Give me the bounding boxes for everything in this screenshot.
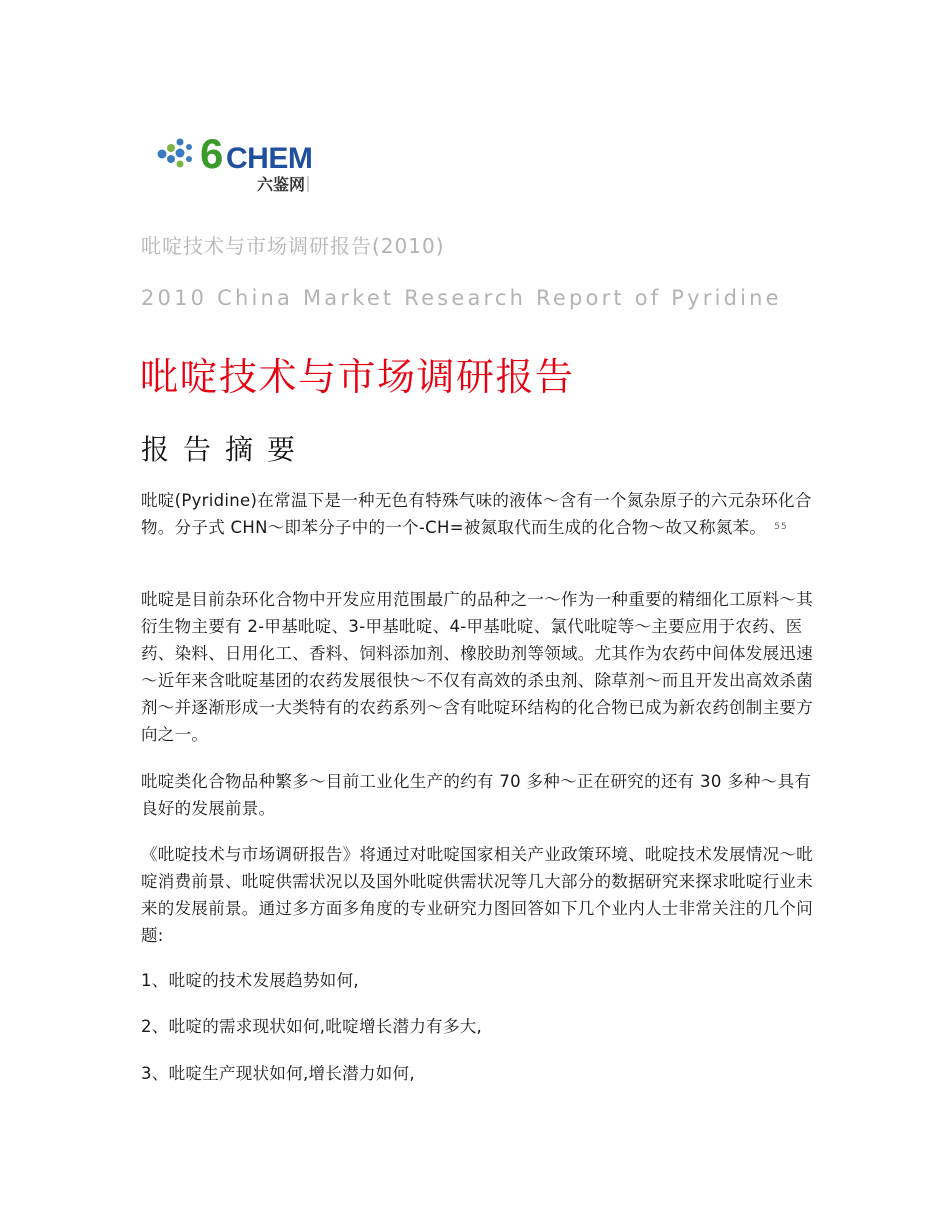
subtitle-cn: 吡啶技术与市场调研报告(2010) <box>141 234 445 258</box>
footnote-marker: 55 <box>774 522 788 532</box>
page-title: 吡啶技术与市场调研报告 <box>140 355 575 399</box>
subtitle-en: 2010 China Market Research Report of Pyridine <box>141 286 782 310</box>
molecule-dots-icon <box>158 139 193 168</box>
question-item: 2、吡啶的需求现状如何,吡啶增长潜力有多大, <box>141 1017 483 1036</box>
question-item: 3、吡啶生产现状如何,增长潜力如何, <box>141 1064 415 1083</box>
logo-cn-name: 六鉴网 <box>257 175 306 194</box>
paragraph-applications: 吡啶是目前杂环化合物中开发应用范围最广的品种之一～作为一种重要的精细化工原料～其衍生物主要有 2-甲基吡啶、3-甲基吡啶、4-甲基吡啶、氯代吡啶等～主要应用于农药、医药、染料、日用化工、香料、饲料添加剂、橡胶助剂等领域。尤其作为农药中间体发展迅速～近年来含吡啶基团的农药发展很快～不仅有高效的杀虫剂、除草剂～而且开发出高效杀菌剂～并逐渐形成一大类特有的农药系列～含有吡啶环结构的化合物已成为新农药创制主要方向之一。 <box>141 590 813 744</box>
paragraph-varieties: 吡啶类化合物品种繁多～目前工业化生产的约有 70 多种～正在研究的还有 30 多种～具有良好的发展前景。 <box>141 772 812 818</box>
paragraph-report-scope: 《吡啶技术与市场调研报告》将通过对吡啶国家相关产业政策环境、吡啶技术发展情况～吡啶消费前景、吡啶供需状况以及国外吡啶供需状况等几大部分的数据研究来探求吡啶行业未来的发展前景。通过多方面多角度的专业研究力图回答如下几个业内人士非常关注的几个问题: <box>141 845 813 945</box>
question-item: 1、吡啶的技术发展趋势如何, <box>141 971 359 990</box>
logo-graphic <box>150 128 390 198</box>
logo <box>150 128 390 198</box>
section-title-summary: 报告摘要 <box>141 433 310 466</box>
paragraph-intro <box>141 487 813 541</box>
paragraph-intro-text: 吡啶(Pyridine)在常温下是一种无色有特殊气味的液体～含有一个氮杂原子的六元杂环化合物。分子式 CHN～即苯分子中的一个-CH=被氮取代而生成的化合物～故又称氮苯。 <box>141 491 812 537</box>
logo-chem: CHEM <box>226 142 313 175</box>
logo-six: 6 <box>200 130 224 177</box>
